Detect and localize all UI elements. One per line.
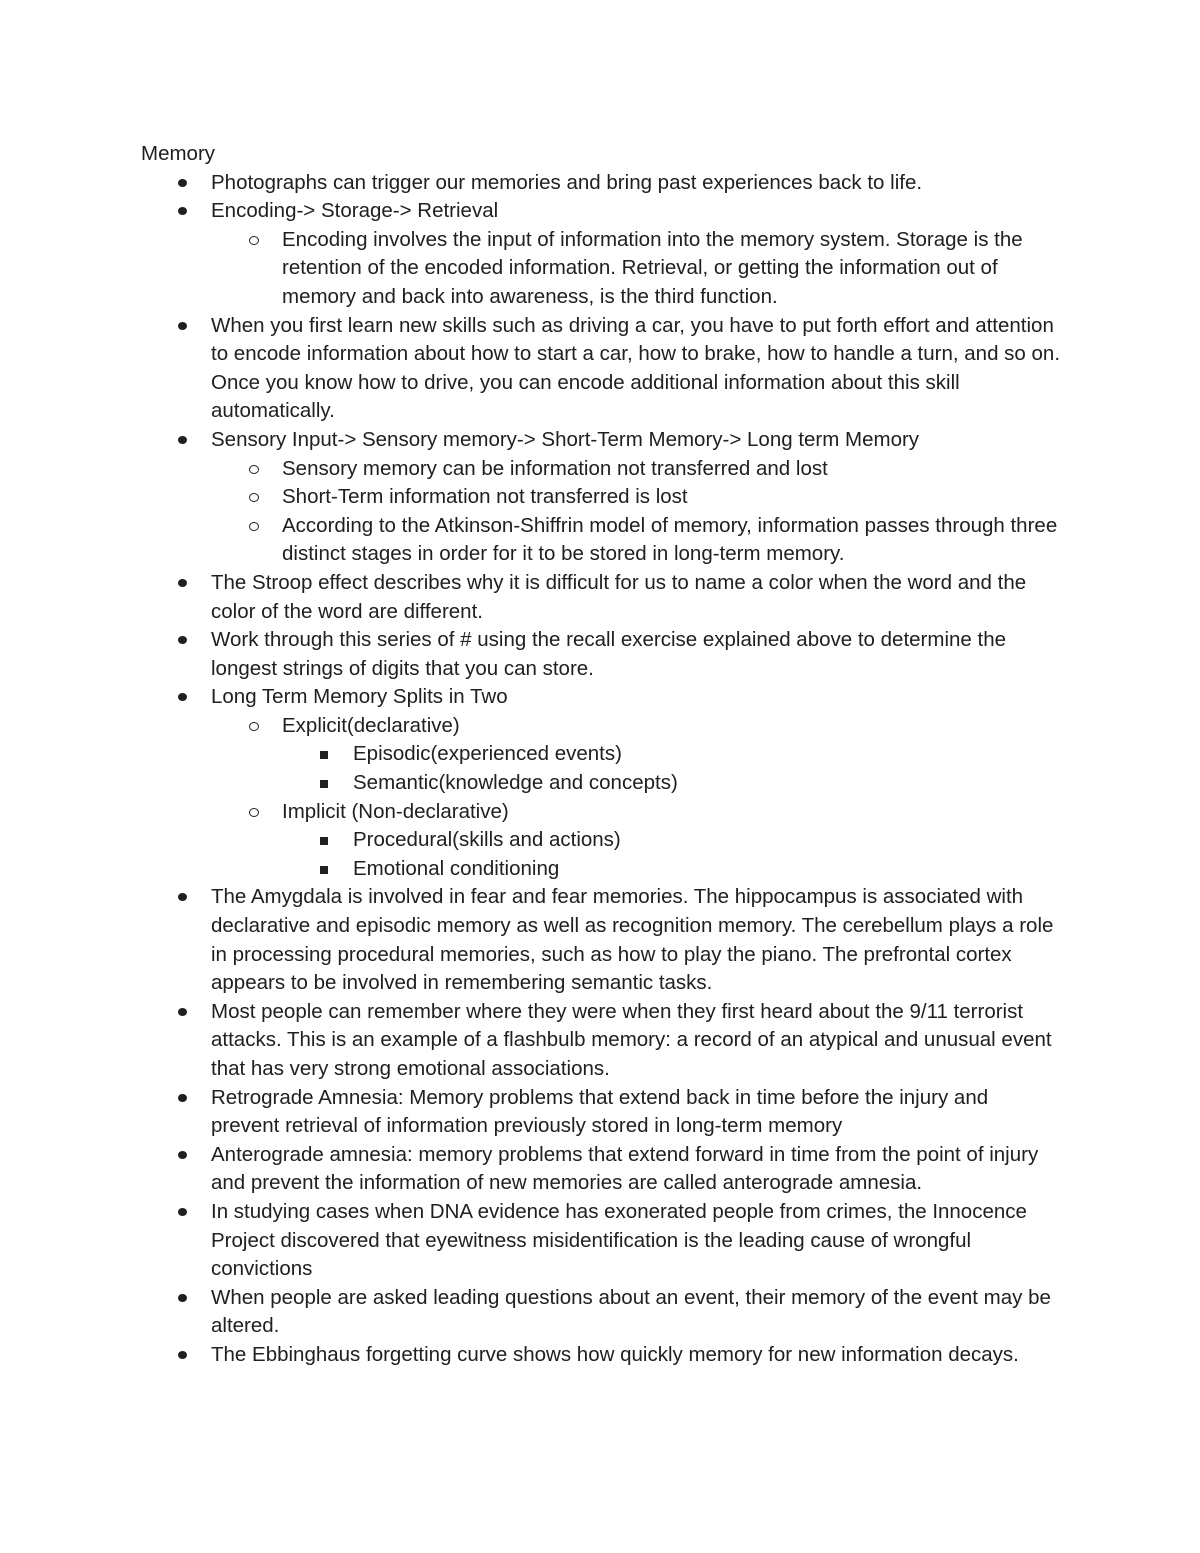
sub-list-item-text: Encoding involves the input of information into the memory system. Storage is the retention of the encoded information. Retrieval, or getting the information out of memory and back into awareness, is the third function. <box>282 227 1023 308</box>
sub-list-item <box>211 798 1061 884</box>
bullet-disc-icon <box>178 893 187 901</box>
list-item <box>141 312 1061 426</box>
list-item-text: Work through this series of # using the recall exercise explained above to determine the longest strings of digits that you can store. <box>211 628 1007 680</box>
bullet-disc-icon <box>178 207 187 215</box>
bullet-square-icon <box>320 751 328 759</box>
bullet-square-icon <box>320 866 328 874</box>
list-item-text: Retrograde Amnesia: Memory problems that extend back in time before the injury and prevent retrieval of information previously stored in long-term memory <box>211 1085 989 1138</box>
sub-list <box>211 226 1061 312</box>
sub-sub-list-item <box>282 769 1061 798</box>
bullet-circle-icon <box>249 522 259 531</box>
bullet-disc-icon <box>178 179 187 187</box>
list-item-text: Most people can remember where they were when they first heard about the 9/11 terrorist attacks. This is an example of a flashbulb memory: a record of an atypical and unusual event that has very strong emotional associations. <box>211 999 1052 1080</box>
list-item <box>141 426 1061 569</box>
bullet-disc-icon <box>178 693 187 701</box>
sub-list-item-text: Sensory memory can be information not transferred and lost <box>282 456 828 480</box>
bullet-disc-icon <box>178 579 187 587</box>
bullet-disc-icon <box>178 322 187 330</box>
list-item-text: The Ebbinghaus forgetting curve shows how quickly memory for new information decays. <box>211 1342 1019 1366</box>
sub-list-item-text: Explicit(declarative) <box>282 713 460 737</box>
list-item <box>141 1198 1061 1284</box>
bullet-list <box>141 169 1061 1370</box>
bullet-disc-icon <box>178 436 187 444</box>
sub-sub-list-item <box>282 740 1061 769</box>
list-item-text: Sensory Input-> Sensory memory-> Short-Term Memory-> Long term Memory <box>211 427 920 451</box>
sub-list <box>211 455 1061 569</box>
sub-list-item <box>211 455 1061 484</box>
sub-list-item <box>211 226 1061 312</box>
bullet-circle-icon <box>249 236 259 245</box>
bullet-square-icon <box>320 837 328 845</box>
page-title: Memory <box>141 142 216 165</box>
sub-list-item-text: Short-Term information not transferred is lost <box>282 485 688 509</box>
bullet-disc-icon <box>178 1208 187 1216</box>
sub-sub-list-item <box>282 826 1061 855</box>
bullet-disc-icon <box>178 636 187 644</box>
sub-sub-list-item-text: Emotional conditioning <box>353 856 560 880</box>
list-item <box>141 1284 1061 1341</box>
sub-list-item <box>211 512 1061 569</box>
list-item-text: In studying cases when DNA evidence has exonerated people from crimes, the Innocence Project discovered that eyewitness misidentification is the leading cause of wrongful convictions <box>211 1199 1027 1281</box>
list-item-text: Encoding-> Storage-> Retrieval <box>211 199 499 223</box>
sub-sub-list-item <box>282 855 1061 884</box>
bullet-circle-icon <box>249 465 259 474</box>
bullet-disc-icon <box>178 1008 187 1016</box>
list-item-text: Anterograde amnesia: memory problems that extend forward in time from the point of injury and prevent the information of new memories are called anterograde amnesia. <box>211 1142 1039 1195</box>
sub-list-item-text: Implicit (Non-declarative) <box>282 799 509 823</box>
list-item <box>141 883 1061 997</box>
list-item <box>141 569 1061 626</box>
sub-sub-list-item-text: Procedural(skills and actions) <box>353 828 621 852</box>
sub-list-item-text: According to the Atkinson-Shiffrin model of memory, information passes through three distinct stages in order for it to be stored in long-term memory. <box>282 513 1058 566</box>
bullet-circle-icon <box>249 493 259 502</box>
list-item-text: Long Term Memory Splits in Two <box>211 685 508 709</box>
list-item <box>141 683 1061 883</box>
list-item-text: The Amygdala is involved in fear and fear memories. The hippocampus is associated with declarative and episodic memory as well as recognition memory. The cerebellum plays a role in processing procedural memories, such as how to play the piano. The prefrontal cortex appears to be involved in remembering semantic tasks. <box>211 885 1054 995</box>
bullet-square-icon <box>320 780 328 788</box>
list-item <box>141 1141 1061 1198</box>
list-item <box>141 169 1061 198</box>
list-item <box>141 1084 1061 1141</box>
list-item-text: When people are asked leading questions about an event, their memory of the event may be altered. <box>211 1285 1051 1338</box>
bullet-circle-icon <box>249 722 259 731</box>
list-item <box>141 998 1061 1084</box>
bullet-disc-icon <box>178 1294 187 1302</box>
sub-sub-list-item-text: Semantic(knowledge and concepts) <box>353 771 678 795</box>
sub-list-item <box>211 712 1061 798</box>
bullet-disc-icon <box>178 1151 187 1159</box>
list-item <box>141 626 1061 683</box>
list-item <box>141 1341 1061 1370</box>
bullet-disc-icon <box>178 1351 187 1359</box>
list-item-text: When you first learn new skills such as driving a car, you have to put forth effort and attention to encode information about how to start a car, how to brake, how to handle a turn, and so on. Once you know how to drive, you can encode additional information about this skill automatically. <box>211 313 1061 423</box>
list-item-text: The Stroop effect describes why it is difficult for us to name a color when the word and the color of the word are different. <box>211 570 1027 623</box>
bullet-disc-icon <box>178 1094 187 1102</box>
sub-sub-list <box>282 740 1061 797</box>
list-item-text: Photographs can trigger our memories and bring past experiences back to life. <box>211 170 923 194</box>
sub-list-item <box>211 483 1061 512</box>
list-item <box>141 197 1061 311</box>
sub-list <box>211 712 1061 884</box>
sub-sub-list <box>282 826 1061 883</box>
document-body <box>141 140 1061 1370</box>
bullet-circle-icon <box>249 808 259 817</box>
sub-sub-list-item-text: Episodic(experienced events) <box>353 742 622 766</box>
